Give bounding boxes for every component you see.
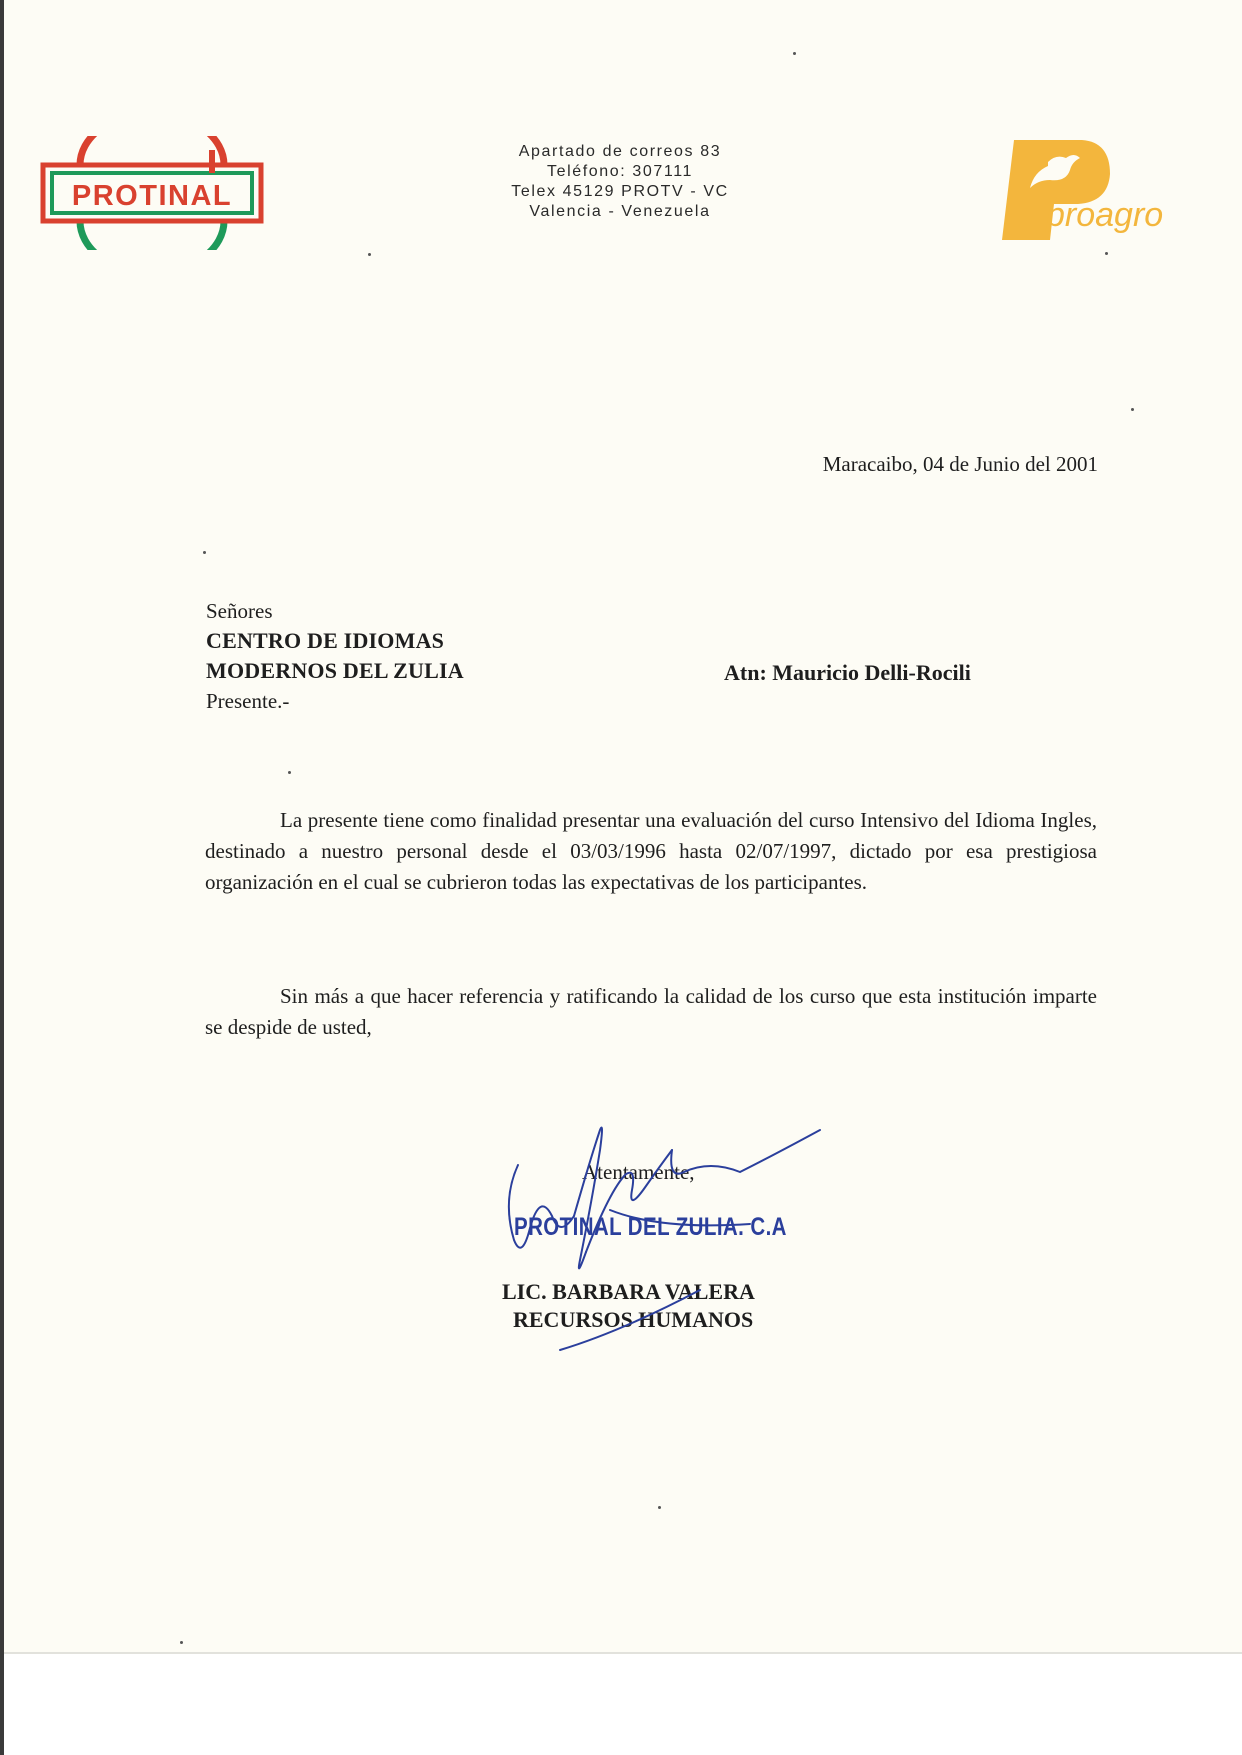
paragraph-1-text: La presente tiene como finalidad presentar una evaluación del curso Intensivo del Idioma Ingles, destinado a nuestro personal desde el 03/03/1996 hasta 02/07/1997, dictado por esa prestigiosa organización en el cual se cubrieron todas las expectativas de los participantes. bbox=[205, 808, 1097, 894]
city-line: Valencia - Venezuela bbox=[529, 203, 711, 220]
body-paragraph-2 bbox=[205, 981, 1097, 1043]
proagro-logo bbox=[1000, 136, 1190, 248]
protinal-logo bbox=[40, 136, 264, 250]
signer-department: RECURSOS HUMANOS bbox=[513, 1307, 754, 1332]
scan-speck bbox=[1131, 408, 1134, 411]
closing-text: Atentamente, bbox=[582, 1160, 695, 1184]
letterhead-address bbox=[470, 142, 770, 222]
addressee-block bbox=[206, 596, 464, 716]
scan-speck bbox=[658, 1506, 661, 1509]
scan-speck bbox=[203, 551, 206, 554]
attention-line: Atn: Mauricio Delli-Rocili bbox=[724, 660, 971, 685]
presente-line: Presente.- bbox=[206, 689, 290, 713]
scan-speck bbox=[793, 52, 796, 55]
scan-speck bbox=[180, 1641, 183, 1644]
paragraph-2-text: Sin más a que hacer referencia y ratificando la calidad de los curso que esta institución imparte se despide de usted, bbox=[205, 984, 1097, 1039]
body-paragraph-1 bbox=[205, 805, 1097, 898]
organization-line-1: CENTRO DE IDIOMAS bbox=[206, 628, 445, 653]
telex-line: Telex 45129 PROTV - VC bbox=[511, 183, 729, 200]
page-edge bbox=[0, 1652, 1242, 1654]
phone-line: Teléfono: 307111 bbox=[547, 163, 693, 180]
protinal-logo-text: PROTINAL bbox=[71, 180, 233, 212]
salutation: Señores bbox=[206, 599, 273, 623]
scan-speck bbox=[288, 771, 291, 774]
proagro-logo-text: proagro bbox=[1046, 196, 1164, 234]
signer-name: LIC. BARBARA VALERA bbox=[502, 1279, 755, 1304]
organization-line-2: MODERNOS DEL ZULIA bbox=[206, 658, 464, 683]
letter-date: Maracaibo, 04 de Junio del 2001 bbox=[822, 452, 1098, 476]
scan-border bbox=[0, 0, 4, 1755]
address-line: Apartado de correos 83 bbox=[518, 143, 722, 160]
scan-speck bbox=[1105, 252, 1108, 255]
scan-speck bbox=[368, 253, 371, 256]
company-stamp: PROTINAL DEL ZULIA. C.A bbox=[514, 1213, 787, 1241]
